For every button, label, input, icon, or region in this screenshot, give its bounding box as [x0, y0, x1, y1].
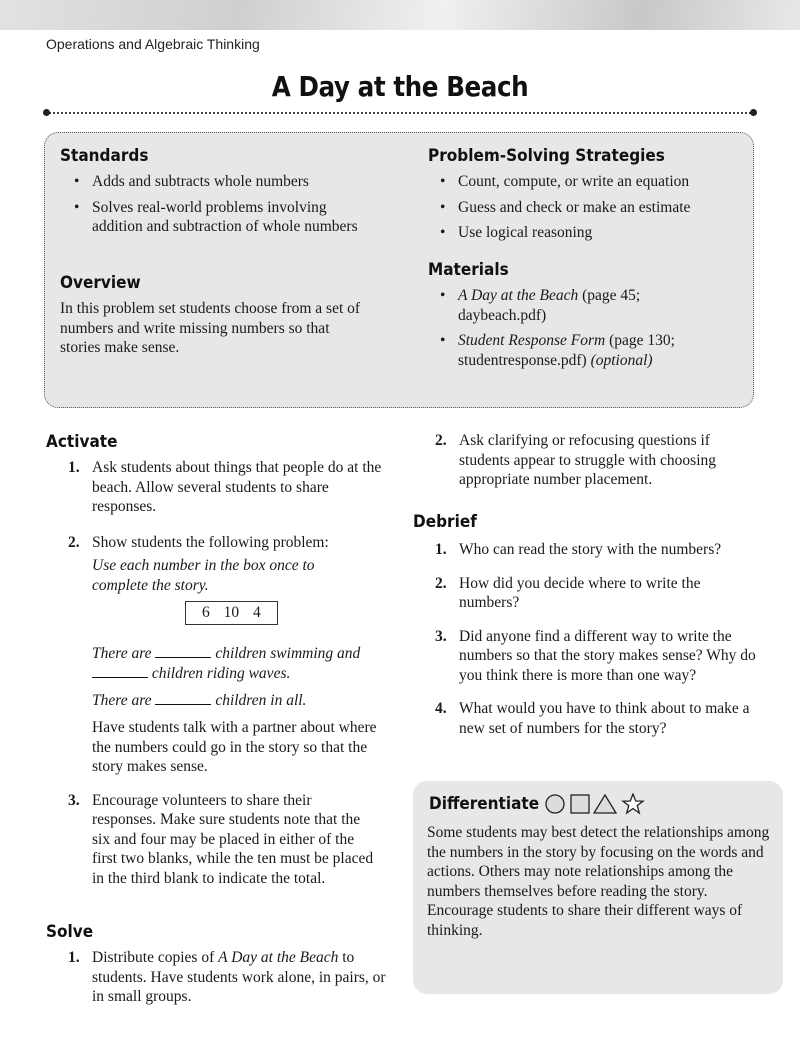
- material-optional: (optional): [590, 351, 653, 369]
- step-number: 2.: [435, 432, 447, 449]
- story-line: [92, 690, 396, 711]
- story-text: children swimming and: [215, 644, 361, 662]
- question-number: 2.: [435, 574, 447, 592]
- overview-section: [60, 273, 380, 358]
- activate-step: [46, 533, 396, 777]
- step-number: 3.: [68, 791, 80, 809]
- strategies-heading: Problem-Solving Strategies: [428, 146, 665, 166]
- solve-heading: Solve: [46, 922, 94, 942]
- number-box: 6 10 4: [185, 601, 278, 625]
- solve-step: [413, 431, 759, 490]
- answer-blank: [155, 643, 211, 658]
- material-title: A Day at the Beach: [458, 287, 579, 304]
- activate-step: [46, 791, 378, 889]
- question-number: 1.: [435, 541, 447, 558]
- triangle-icon: [594, 795, 616, 813]
- question-number: 3.: [435, 627, 447, 645]
- story-text: There are: [92, 691, 152, 709]
- story-text: children in all.: [215, 691, 307, 709]
- differentiate-box: [413, 781, 783, 994]
- step-text: Distribute copies of: [92, 949, 219, 966]
- activate-steps: [46, 458, 396, 888]
- debrief-section: [413, 512, 783, 738]
- story-text: children riding waves.: [151, 665, 291, 682]
- differentiation-shapes: [543, 793, 651, 815]
- question-number: 4.: [435, 700, 447, 717]
- step-text-title: A Day at the Beach: [218, 949, 339, 966]
- step-followup: Have students talk with a partner about where the numbers could go in the story so that the story makes sense.: [92, 719, 377, 775]
- star-icon: [623, 794, 643, 813]
- step-text: Ask clarifying or refocusing questions if students appear to struggle with choosing appropriate number placement.: [459, 432, 716, 488]
- standards-section: [60, 146, 400, 243]
- standards-list: [60, 172, 380, 237]
- materials-item: [426, 331, 726, 370]
- question-text: Did anyone find a different way to write the numbers so that the story makes sense? Why do you think there is more than one way?: [459, 627, 756, 684]
- problem-prompt: Use each number in the box once to complete the story.: [92, 557, 315, 594]
- material-detail: (page 45; daybeach.pdf): [458, 287, 641, 324]
- material-detail: (page 130; studentresponse.pdf): [458, 332, 675, 369]
- debrief-questions: [413, 540, 783, 738]
- overview-heading: Overview: [60, 273, 141, 293]
- materials-section: [428, 260, 738, 376]
- step-number: 1.: [68, 459, 80, 476]
- step-text: Encourage volunteers to share their responses. Make sure students note that the six and four may be placed in either of the first two blanks, while the ten must be placed in the third blank to indicate the total.: [92, 791, 374, 887]
- strategies-item: • Count, compute, or write an equation: [426, 172, 748, 192]
- debrief-question: [413, 574, 749, 613]
- differentiate-heading: Differentiate: [429, 794, 540, 814]
- standards-item: • Adds and subtracts whole numbers: [60, 172, 380, 192]
- material-title: Student Response Form: [458, 332, 606, 349]
- activate-section: [46, 432, 396, 888]
- strategies-item: • Guess and check or make an estimate: [426, 198, 748, 218]
- section-label: Operations and Algebraic Thinking: [46, 36, 260, 52]
- strategies-section: [428, 146, 748, 249]
- step-text: to students. Have students work alone, in pairs, or in small groups.: [92, 949, 386, 1005]
- activate-step: [46, 458, 392, 517]
- strategies-list: [426, 172, 748, 243]
- step-number: 2.: [68, 533, 80, 551]
- strategies-item: • Use logical reasoning: [426, 223, 748, 243]
- materials-heading: Materials: [428, 260, 509, 280]
- story-line: [92, 643, 396, 684]
- question-text: What would you have to think about to make a new set of numbers for the story?: [459, 700, 750, 737]
- question-text: How did you decide where to write the numbers?: [459, 574, 701, 611]
- materials-item: [426, 286, 726, 325]
- story-text: There are: [92, 644, 152, 662]
- solve-section: [46, 922, 396, 1007]
- activate-heading: Activate: [46, 432, 118, 452]
- overview-text: In this problem set students choose from a set of numbers and write missing numbers so that stories make sense.: [60, 300, 361, 356]
- step-text: Show students the following problem:: [92, 533, 329, 551]
- differentiate-header: [429, 793, 651, 815]
- debrief-question: [413, 540, 759, 560]
- materials-list: [426, 286, 726, 370]
- standards-heading: Standards: [60, 146, 149, 166]
- square-icon: [571, 795, 589, 813]
- differentiate-text: Some students may best detect the relationships among the numbers in the story by focusing on the words and actions. Others may note relationships among the numbers themselves before reading the story. Encourage students to share their different ways of thinking.: [427, 824, 770, 939]
- answer-blank: [155, 690, 211, 705]
- step-text: Ask students about things that people do at the beach. Allow several students to share responses.: [92, 459, 382, 515]
- circle-icon: [546, 795, 564, 813]
- debrief-question: [413, 699, 769, 738]
- standards-item: • Solves real-world problems involving addition and subtraction of whole numbers: [60, 198, 380, 237]
- debrief-heading: Debrief: [413, 512, 477, 532]
- header-band: [0, 0, 800, 30]
- answer-blank: [92, 663, 148, 678]
- solve-continued: [413, 431, 773, 490]
- title-divider: [46, 112, 754, 114]
- divider-dot-right: [750, 109, 757, 116]
- solve-steps: [46, 948, 396, 1007]
- step-number: 1.: [68, 949, 80, 966]
- debrief-question: [413, 627, 769, 686]
- divider-dot-left: [43, 109, 50, 116]
- question-text: Who can read the story with the numbers?: [459, 541, 722, 558]
- solve-step: [46, 948, 392, 1007]
- solve-steps: [413, 431, 773, 490]
- page-title: A Day at the Beach: [271, 70, 529, 103]
